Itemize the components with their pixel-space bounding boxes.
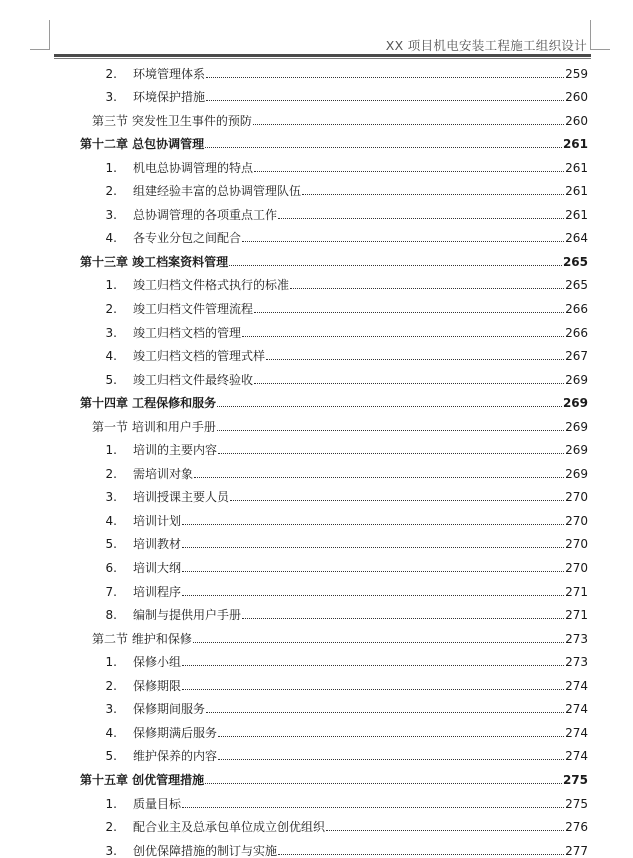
toc-entry-number: 1. bbox=[105, 443, 117, 458]
toc-page-number: 275 bbox=[562, 772, 588, 787]
toc-entry[interactable] bbox=[78, 410, 588, 434]
toc-dot-leader bbox=[218, 736, 564, 737]
toc-entry-title: 质量目标 bbox=[133, 796, 182, 811]
toc-entry-number: 2. bbox=[105, 302, 117, 317]
toc-page-number: 260 bbox=[565, 90, 588, 105]
toc-dot-leader bbox=[194, 477, 564, 478]
toc-entry[interactable] bbox=[78, 198, 588, 222]
toc-page-number: 269 bbox=[565, 419, 588, 434]
toc-dot-leader bbox=[278, 218, 564, 219]
toc-entry-number: 2. bbox=[105, 466, 117, 481]
toc-entry-title: 培训的主要内容 bbox=[133, 443, 218, 458]
toc-dot-leader bbox=[302, 194, 564, 195]
toc-entry-number: 1. bbox=[105, 796, 117, 811]
toc-entry[interactable] bbox=[78, 128, 588, 152]
document-header-title: XX 项目机电安装工程施工组织设计 bbox=[385, 38, 587, 53]
toc-entry[interactable] bbox=[78, 599, 588, 623]
toc-entry-title: 各专业分包之间配合 bbox=[133, 231, 242, 246]
toc-entry-number: 1. bbox=[105, 278, 117, 293]
toc-entry-number: 2. bbox=[105, 678, 117, 693]
toc-entry[interactable] bbox=[78, 81, 588, 105]
toc-page-number: 276 bbox=[565, 820, 588, 835]
toc-entry-title: 保修小组 bbox=[133, 655, 182, 670]
toc-page-number: 275 bbox=[565, 796, 588, 811]
toc-entry-title: 培训程序 bbox=[133, 584, 182, 599]
toc-dot-leader bbox=[182, 595, 564, 596]
toc-entry-title: 保修期间服务 bbox=[133, 702, 206, 717]
toc-entry-title: 环境管理体系 bbox=[133, 66, 206, 81]
toc-entry-number: 7. bbox=[105, 584, 117, 599]
toc-entry[interactable] bbox=[78, 151, 588, 175]
toc-page-number: 269 bbox=[565, 372, 588, 387]
toc-page-number: 274 bbox=[565, 702, 588, 717]
toc-dot-leader bbox=[182, 524, 564, 525]
toc-entry-title: 第十四章 工程保修和服务 bbox=[80, 396, 217, 411]
toc-entry-number: 1. bbox=[105, 655, 117, 670]
toc-entry-title: 编制与提供用户手册 bbox=[133, 608, 242, 623]
toc-entry-title: 组建经验丰富的总协调管理队伍 bbox=[133, 184, 302, 199]
toc-dot-leader bbox=[242, 241, 564, 242]
toc-entry-title: 竣工归档文件格式执行的标准 bbox=[133, 278, 290, 293]
toc-entry-title: 第三节 突发性卫生事件的预防 bbox=[92, 113, 252, 128]
toc-page-number: 266 bbox=[565, 302, 588, 317]
toc-entry-number: 3. bbox=[105, 325, 117, 340]
toc-entry-number: 3. bbox=[105, 207, 117, 222]
toc-entry[interactable] bbox=[78, 222, 588, 246]
toc-page-number: 261 bbox=[562, 137, 588, 152]
toc-entry-number: 5. bbox=[105, 372, 117, 387]
toc-dot-leader bbox=[229, 265, 562, 266]
toc-entry-number: 3. bbox=[105, 702, 117, 717]
toc-page-number: 274 bbox=[565, 725, 588, 740]
toc-page-number: 274 bbox=[565, 749, 588, 764]
toc-page-number: 261 bbox=[565, 207, 588, 222]
toc-entry-title: 第二节 维护和保修 bbox=[92, 631, 192, 646]
toc-entry-number: 4. bbox=[105, 349, 117, 364]
toc-dot-leader bbox=[217, 406, 562, 407]
toc-entry[interactable] bbox=[78, 481, 588, 505]
toc-entry-title: 机电总协调管理的特点 bbox=[133, 160, 254, 175]
toc-page-number: 273 bbox=[565, 631, 588, 646]
toc-entry-number: 4. bbox=[105, 513, 117, 528]
toc-dot-leader bbox=[182, 547, 564, 548]
toc-entry-title: 培训大纲 bbox=[133, 561, 182, 576]
toc-page-number: 277 bbox=[565, 843, 588, 858]
toc-page-number: 270 bbox=[565, 537, 588, 552]
toc-entry-number: 3. bbox=[105, 843, 117, 858]
toc-entry-number: 2. bbox=[105, 184, 117, 199]
toc-entry[interactable] bbox=[78, 104, 588, 128]
toc-dot-leader bbox=[182, 807, 564, 808]
toc-page-number: 269 bbox=[565, 443, 588, 458]
toc-entry[interactable] bbox=[78, 763, 588, 787]
toc-dot-leader bbox=[182, 689, 564, 690]
toc-entry-number: 8. bbox=[105, 608, 117, 623]
toc-entry[interactable] bbox=[78, 669, 588, 693]
toc-page-number: 271 bbox=[565, 608, 588, 623]
toc-dot-leader bbox=[266, 359, 564, 360]
toc-page-number: 261 bbox=[565, 184, 588, 199]
crop-mark-top-left-vertical bbox=[49, 20, 50, 50]
toc-entry[interactable] bbox=[78, 504, 588, 528]
toc-entry-number: 4. bbox=[105, 725, 117, 740]
toc-entry[interactable] bbox=[78, 316, 588, 340]
toc-entry[interactable] bbox=[78, 740, 588, 764]
toc-dot-leader bbox=[254, 383, 564, 384]
toc-entry-number: 1. bbox=[105, 160, 117, 175]
toc-dot-leader bbox=[326, 830, 564, 831]
toc-entry-title: 创优保障措施的制订与实施 bbox=[133, 843, 278, 858]
toc-entry[interactable] bbox=[78, 528, 588, 552]
toc-entry-number: 3. bbox=[105, 490, 117, 505]
toc-dot-leader bbox=[217, 430, 564, 431]
toc-dot-leader bbox=[205, 783, 562, 784]
toc-page-number: 266 bbox=[565, 325, 588, 340]
toc-page-number: 265 bbox=[565, 278, 588, 293]
toc-page-number: 270 bbox=[565, 513, 588, 528]
toc-page-number: 261 bbox=[565, 160, 588, 175]
toc-dot-leader bbox=[193, 642, 564, 643]
toc-dot-leader bbox=[218, 759, 564, 760]
toc-page-number: 270 bbox=[565, 490, 588, 505]
toc-entry-title: 总协调管理的各项重点工作 bbox=[133, 207, 278, 222]
toc-entry-number: 2. bbox=[105, 66, 117, 81]
toc-entry[interactable] bbox=[78, 245, 588, 269]
toc-entry-number: 4. bbox=[105, 231, 117, 246]
toc-entry[interactable] bbox=[78, 622, 588, 646]
toc-entry[interactable] bbox=[78, 787, 588, 811]
toc-dot-leader bbox=[206, 100, 564, 101]
toc-entry-title: 保修期满后服务 bbox=[133, 725, 218, 740]
toc-entry-number: 5. bbox=[105, 537, 117, 552]
toc-dot-leader bbox=[254, 312, 564, 313]
toc-entry-number: 5. bbox=[105, 749, 117, 764]
toc-page-number: 269 bbox=[565, 466, 588, 481]
toc-dot-leader bbox=[206, 77, 564, 78]
toc-entry-title: 培训计划 bbox=[133, 513, 182, 528]
toc-page-number: 270 bbox=[565, 561, 588, 576]
toc-entry-number: 6. bbox=[105, 561, 117, 576]
toc-entry[interactable] bbox=[78, 693, 588, 717]
toc-entry-title: 培训教材 bbox=[133, 537, 182, 552]
toc-dot-leader bbox=[278, 854, 564, 855]
toc-entry[interactable] bbox=[78, 646, 588, 670]
toc-dot-leader bbox=[182, 571, 564, 572]
toc-dot-leader bbox=[230, 500, 564, 501]
toc-dot-leader bbox=[205, 147, 562, 148]
toc-entry-number: 2. bbox=[105, 820, 117, 835]
toc-entry-title: 竣工归档文档的管理式样 bbox=[133, 349, 266, 364]
toc-dot-leader bbox=[242, 618, 564, 619]
toc-page-number: 274 bbox=[565, 678, 588, 693]
toc-entry-number: 3. bbox=[105, 90, 117, 105]
toc-entry-title: 第十三章 竣工档案资料管理 bbox=[80, 254, 229, 269]
toc-entry[interactable] bbox=[78, 457, 588, 481]
crop-mark-top-right-vertical bbox=[590, 20, 591, 50]
toc-entry[interactable] bbox=[78, 387, 588, 411]
toc-dot-leader bbox=[182, 665, 564, 666]
toc-entry[interactable] bbox=[78, 292, 588, 316]
toc-page-number: 273 bbox=[565, 655, 588, 670]
toc-entry[interactable] bbox=[78, 363, 588, 387]
toc-dot-leader bbox=[206, 712, 564, 713]
toc-dot-leader bbox=[254, 171, 564, 172]
toc-entry[interactable] bbox=[78, 340, 588, 364]
crop-mark-top-right-horizontal bbox=[590, 49, 610, 50]
toc-dot-leader bbox=[218, 453, 564, 454]
toc-page-number: 271 bbox=[565, 584, 588, 599]
toc-entry[interactable] bbox=[78, 575, 588, 599]
toc-entry[interactable] bbox=[78, 57, 588, 81]
toc-page-number: 259 bbox=[565, 66, 588, 81]
toc-entry-title: 第一节 培训和用户手册 bbox=[92, 419, 216, 434]
toc-entry-title: 第十二章 总包协调管理 bbox=[80, 137, 205, 152]
toc-entry-title: 竣工归档文件最终验收 bbox=[133, 372, 254, 387]
toc-entry[interactable] bbox=[78, 175, 588, 199]
toc-entry[interactable] bbox=[78, 551, 588, 575]
toc-entry-title: 需培训对象 bbox=[133, 466, 194, 481]
toc-page-number: 264 bbox=[565, 231, 588, 246]
toc-entry-title: 维护保养的内容 bbox=[133, 749, 218, 764]
toc-entry-title: 竣工归档文档的管理 bbox=[133, 325, 242, 340]
toc-dot-leader bbox=[253, 124, 564, 125]
toc-page-number: 269 bbox=[562, 396, 588, 411]
toc-entry-title: 竣工归档文件管理流程 bbox=[133, 302, 254, 317]
toc-entry-title: 环境保护措施 bbox=[133, 90, 206, 105]
toc-dot-leader bbox=[290, 288, 564, 289]
toc-page-number: 265 bbox=[562, 254, 588, 269]
table-of-contents bbox=[78, 57, 588, 858]
toc-entry[interactable] bbox=[78, 811, 588, 835]
toc-dot-leader bbox=[242, 336, 564, 337]
toc-entry[interactable] bbox=[78, 434, 588, 458]
toc-entry-title: 第十五章 创优管理措施 bbox=[80, 772, 205, 787]
toc-page-number: 260 bbox=[565, 113, 588, 128]
toc-page-number: 267 bbox=[565, 349, 588, 364]
crop-mark-top-left-horizontal bbox=[30, 49, 50, 50]
toc-entry-title: 配合业主及总承包单位成立创优组织 bbox=[133, 820, 326, 835]
toc-entry-title: 培训授课主要人员 bbox=[133, 490, 230, 505]
toc-entry[interactable] bbox=[78, 269, 588, 293]
toc-entry-title: 保修期限 bbox=[133, 678, 182, 693]
toc-entry[interactable] bbox=[78, 716, 588, 740]
